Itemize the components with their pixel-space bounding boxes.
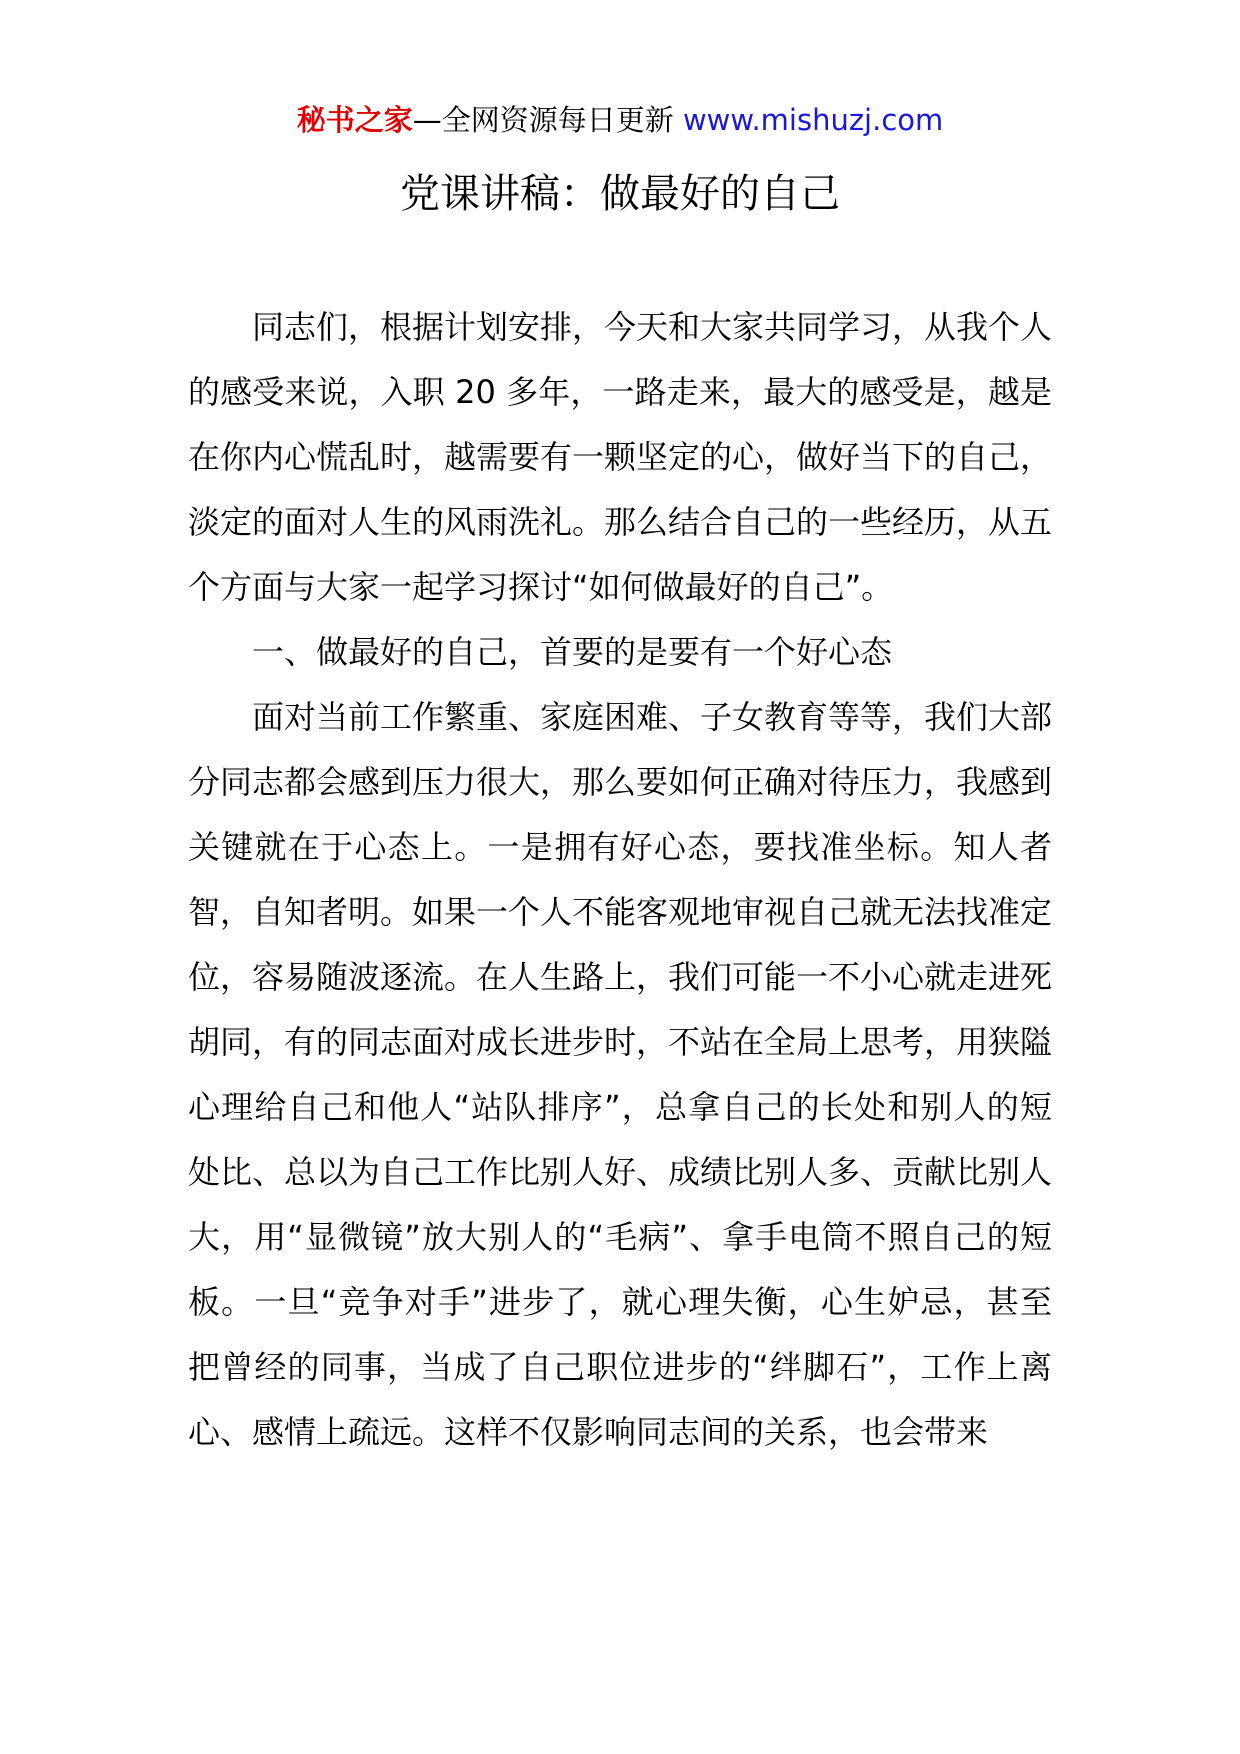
document-title: 党课讲稿：做最好的自己 xyxy=(400,171,840,217)
site-header xyxy=(0,100,1240,140)
brand-name: 秘书之家 xyxy=(296,103,413,137)
site-url-link[interactable]: www.mishuzj.com xyxy=(682,103,944,137)
header-tagline: —全网资源每日更新 xyxy=(412,103,683,137)
document-body xyxy=(188,295,1052,1465)
paragraph-intro: 同志们，根据计划安排，今天和大家共同学习，从我个人的感受来说，入职 20 多年，一路走来，最大的感受是，越是在你内心慌乱时，越需要有一颗坚定的心，做好当下的自己，淡定的面对人生的风雨洗礼。那么结合自己的一些经历，从五个方面与大家一起学习探讨“如何做最好的自己”。 xyxy=(188,308,1053,606)
section-heading-1: 一、做最好的自己，首要的是要有一个好心态 xyxy=(252,633,893,671)
paragraph-section-1: 面对当前工作繁重、家庭困难、子女教育等等，我们大部分同志都会感到压力很大，那么要如何正确对待压力，我感到关键就在于心态上。一是拥有好心态，要找准坐标。知人者智，自知者明。如果一个人不能客观地审视自己就无法找准定位，容易随波逐流。在人生路上，我们可能一不小心就走进死胡同，有的同志面对成长进步时，不站在全局上思考，用狭隘心理给自己和他人“站队排序”，总拿自己的长处和别人的短处比、总以为自己工作比别人好、成绩比别人多、贡献比别人大，用“显微镜”放大别人的“毛病”、拿手电筒不照自己的短板。一旦“竞争对手”进步了，就心理失衡，心生妒忌，甚至把曾经的同事，当成了自己职位进步的“绊脚石”，工作上离心、感情上疏远。这样不仅影响同志间的关系，也会带来 xyxy=(188,698,1053,1451)
